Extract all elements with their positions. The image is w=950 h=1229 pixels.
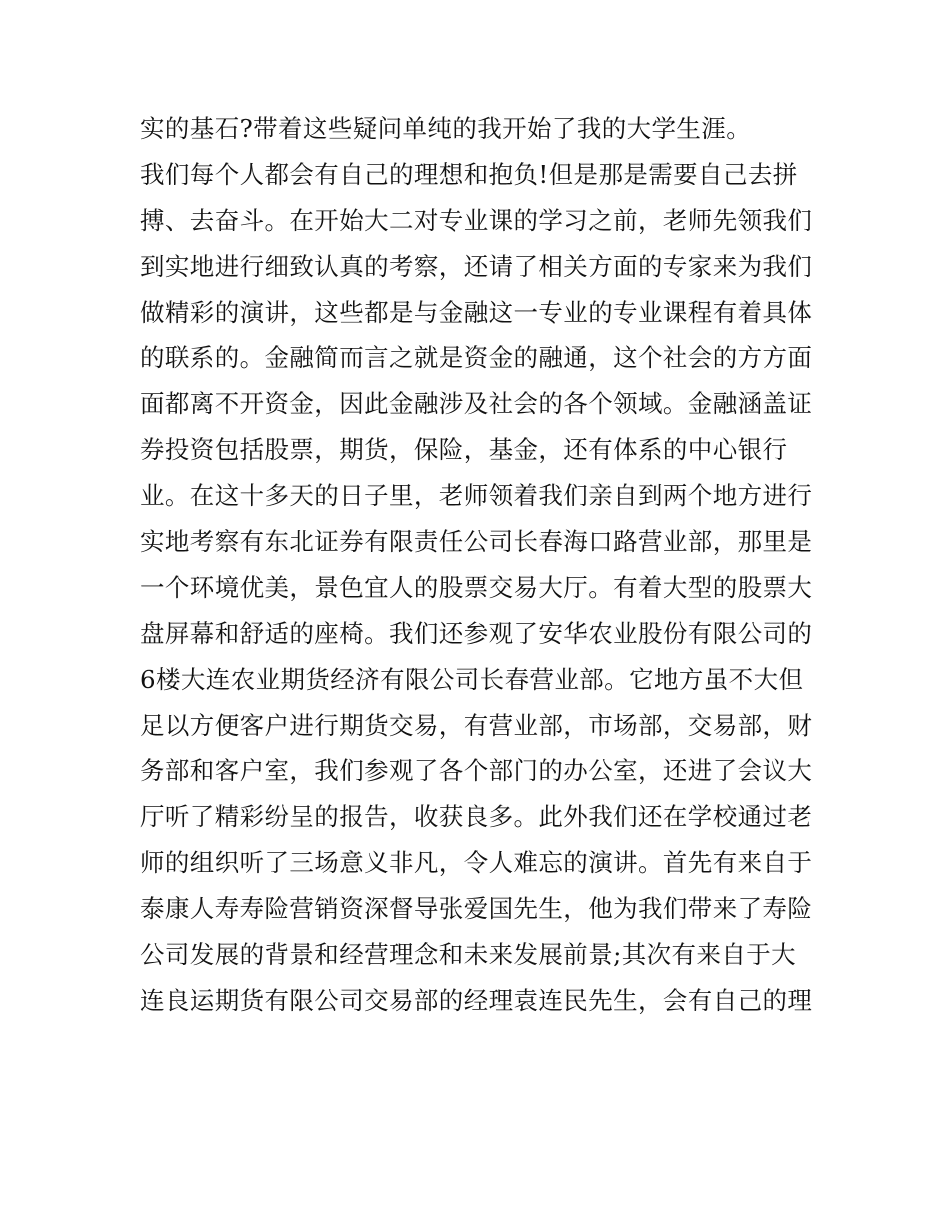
text-line: 的联系的。金融简而言之就是资金的融通，这个社会的方方面 xyxy=(140,343,813,373)
text-line: 务部和客户室，我们参观了各个部门的办公室，还进了会议大 xyxy=(140,756,813,786)
text-line: 到实地进行细致认真的考察，还请了相关方面的专家来为我们 xyxy=(140,251,813,281)
text-line: 做精彩的演讲，这些都是与金融这一专业的专业课程有着具体 xyxy=(140,297,813,327)
text-line: 泰康人寿寿险营销资深督导张爱国先生，他为我们带来了寿险 xyxy=(140,894,813,924)
text-line: 券投资包括股票，期货，保险，基金，还有体系的中心银行 xyxy=(140,435,788,465)
text-line: 实地考察有东北证券有限责任公司长春海口路营业部，那里是 xyxy=(140,527,813,557)
text-line: 一个环境优美，景色宜人的股票交易大厅。有着大型的股票大 xyxy=(140,572,813,602)
text-line: 实的基石?带着这些疑问单纯的我开始了我的大学生涯。 xyxy=(140,114,752,143)
text-line: 连良运期货有限公司交易部的经理袁连民先生，会有自己的理 xyxy=(140,985,813,1015)
text-line: 公司发展的背景和经营理念和未来发展前景;其次有来自于大 xyxy=(140,940,797,970)
body-text xyxy=(140,106,820,1024)
text-line: 盘屏幕和舒适的座椅。我们还参观了安华农业股份有限公司的 xyxy=(140,618,813,648)
text-line: 6楼大连农业期货经济有限公司长春营业部。它地方虽不大但 xyxy=(140,664,804,694)
text-line: 搏、去奋斗。在开始大二对专业课的学习之前，老师先领我们 xyxy=(140,205,813,235)
text-line: 足以方便客户进行期货交易，有营业部，市场部，交易部，财 xyxy=(140,710,813,740)
text-line: 厅听了精彩纷呈的报告，收获良多。此外我们还在学校通过老 xyxy=(140,802,813,832)
text-line: 师的组织听了三场意义非凡，令人难忘的演讲。首先有来自于 xyxy=(140,848,813,878)
text-line: 我们每个人都会有自己的理想和抱负!但是那是需要自己去拼 xyxy=(140,159,798,189)
text-line: 业。在这十多天的日子里，老师领着我们亲自到两个地方进行 xyxy=(140,481,813,511)
text-line: 面都离不开资金，因此金融涉及社会的各个领域。金融涵盖证 xyxy=(140,389,813,419)
